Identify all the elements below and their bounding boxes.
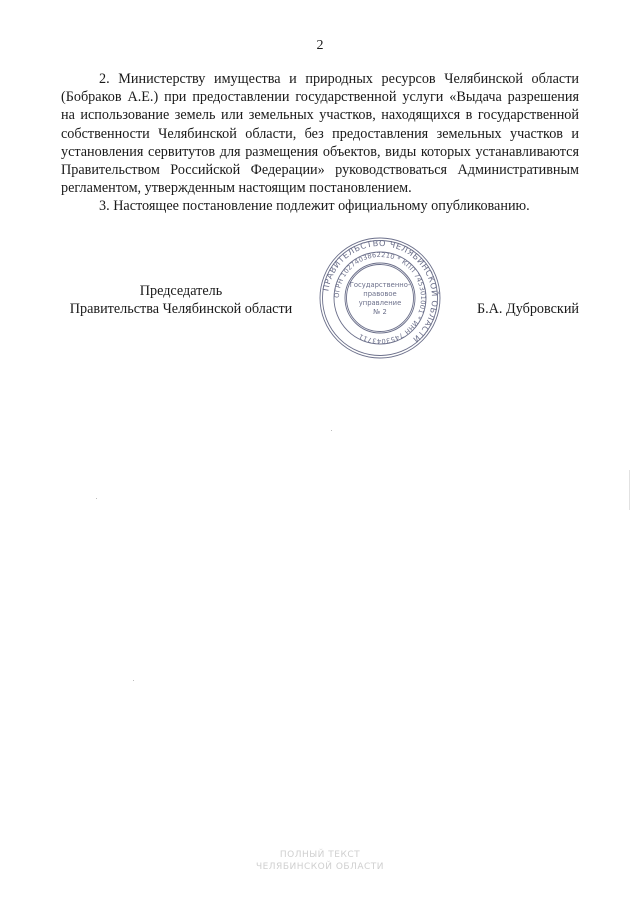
document-body <box>61 70 579 216</box>
scan-speck <box>133 680 134 681</box>
scan-speck <box>96 498 97 499</box>
official-seal <box>318 236 442 360</box>
paragraph-2: 2. Министерству имущества и природных ресурсов Челябинской области (Бобраков А.Е.) при предоставлении государственной услуги «Выдача разрешения на использование земель или земельных участков, находящихся в государственной собственности Челябинской области, без предоставления земельных участков и установления сервитутов для размещения объектов, виды которых устанавливаются Правительством Российской Федерации» руководствоваться Административным регламентом, утвержденным настоящим постановлением. <box>61 71 579 197</box>
footer-watermark-line1: ПОЛНЫЙ ТЕКСТ <box>279 850 361 860</box>
signatory-name: Б.А. Дубровский <box>476 301 579 317</box>
seal-outer-text: ПРАВИТЕЛЬСТВО ЧЕЛЯБИНСКОЙ ОБЛАСТИ <box>320 237 441 346</box>
seal-center-line3: управление <box>358 299 402 307</box>
signatory-position-line2: Правительства Челябинской области <box>69 301 293 317</box>
seal-registration-text: ОГРН 1027403862210 * КПП 745301001 * ИНН 7453043711 <box>332 250 428 346</box>
footer-watermark-line2: ЧЕЛЯБИНСКОЙ ОБЛАСТИ <box>255 862 385 872</box>
scan-edge-line <box>629 470 630 510</box>
seal-center-line1: Государственно- <box>349 281 411 289</box>
scan-speck <box>331 430 332 431</box>
page-number: 2 <box>316 38 324 53</box>
paragraph-3: 3. Настоящее постановление подлежит официальному опубликованию. <box>99 198 530 215</box>
signatory-position-line1: Председатель <box>139 283 223 299</box>
seal-center-line2: правовое <box>363 290 397 298</box>
signatory-position <box>61 282 301 318</box>
seal-center-line4: № 2 <box>373 308 387 316</box>
